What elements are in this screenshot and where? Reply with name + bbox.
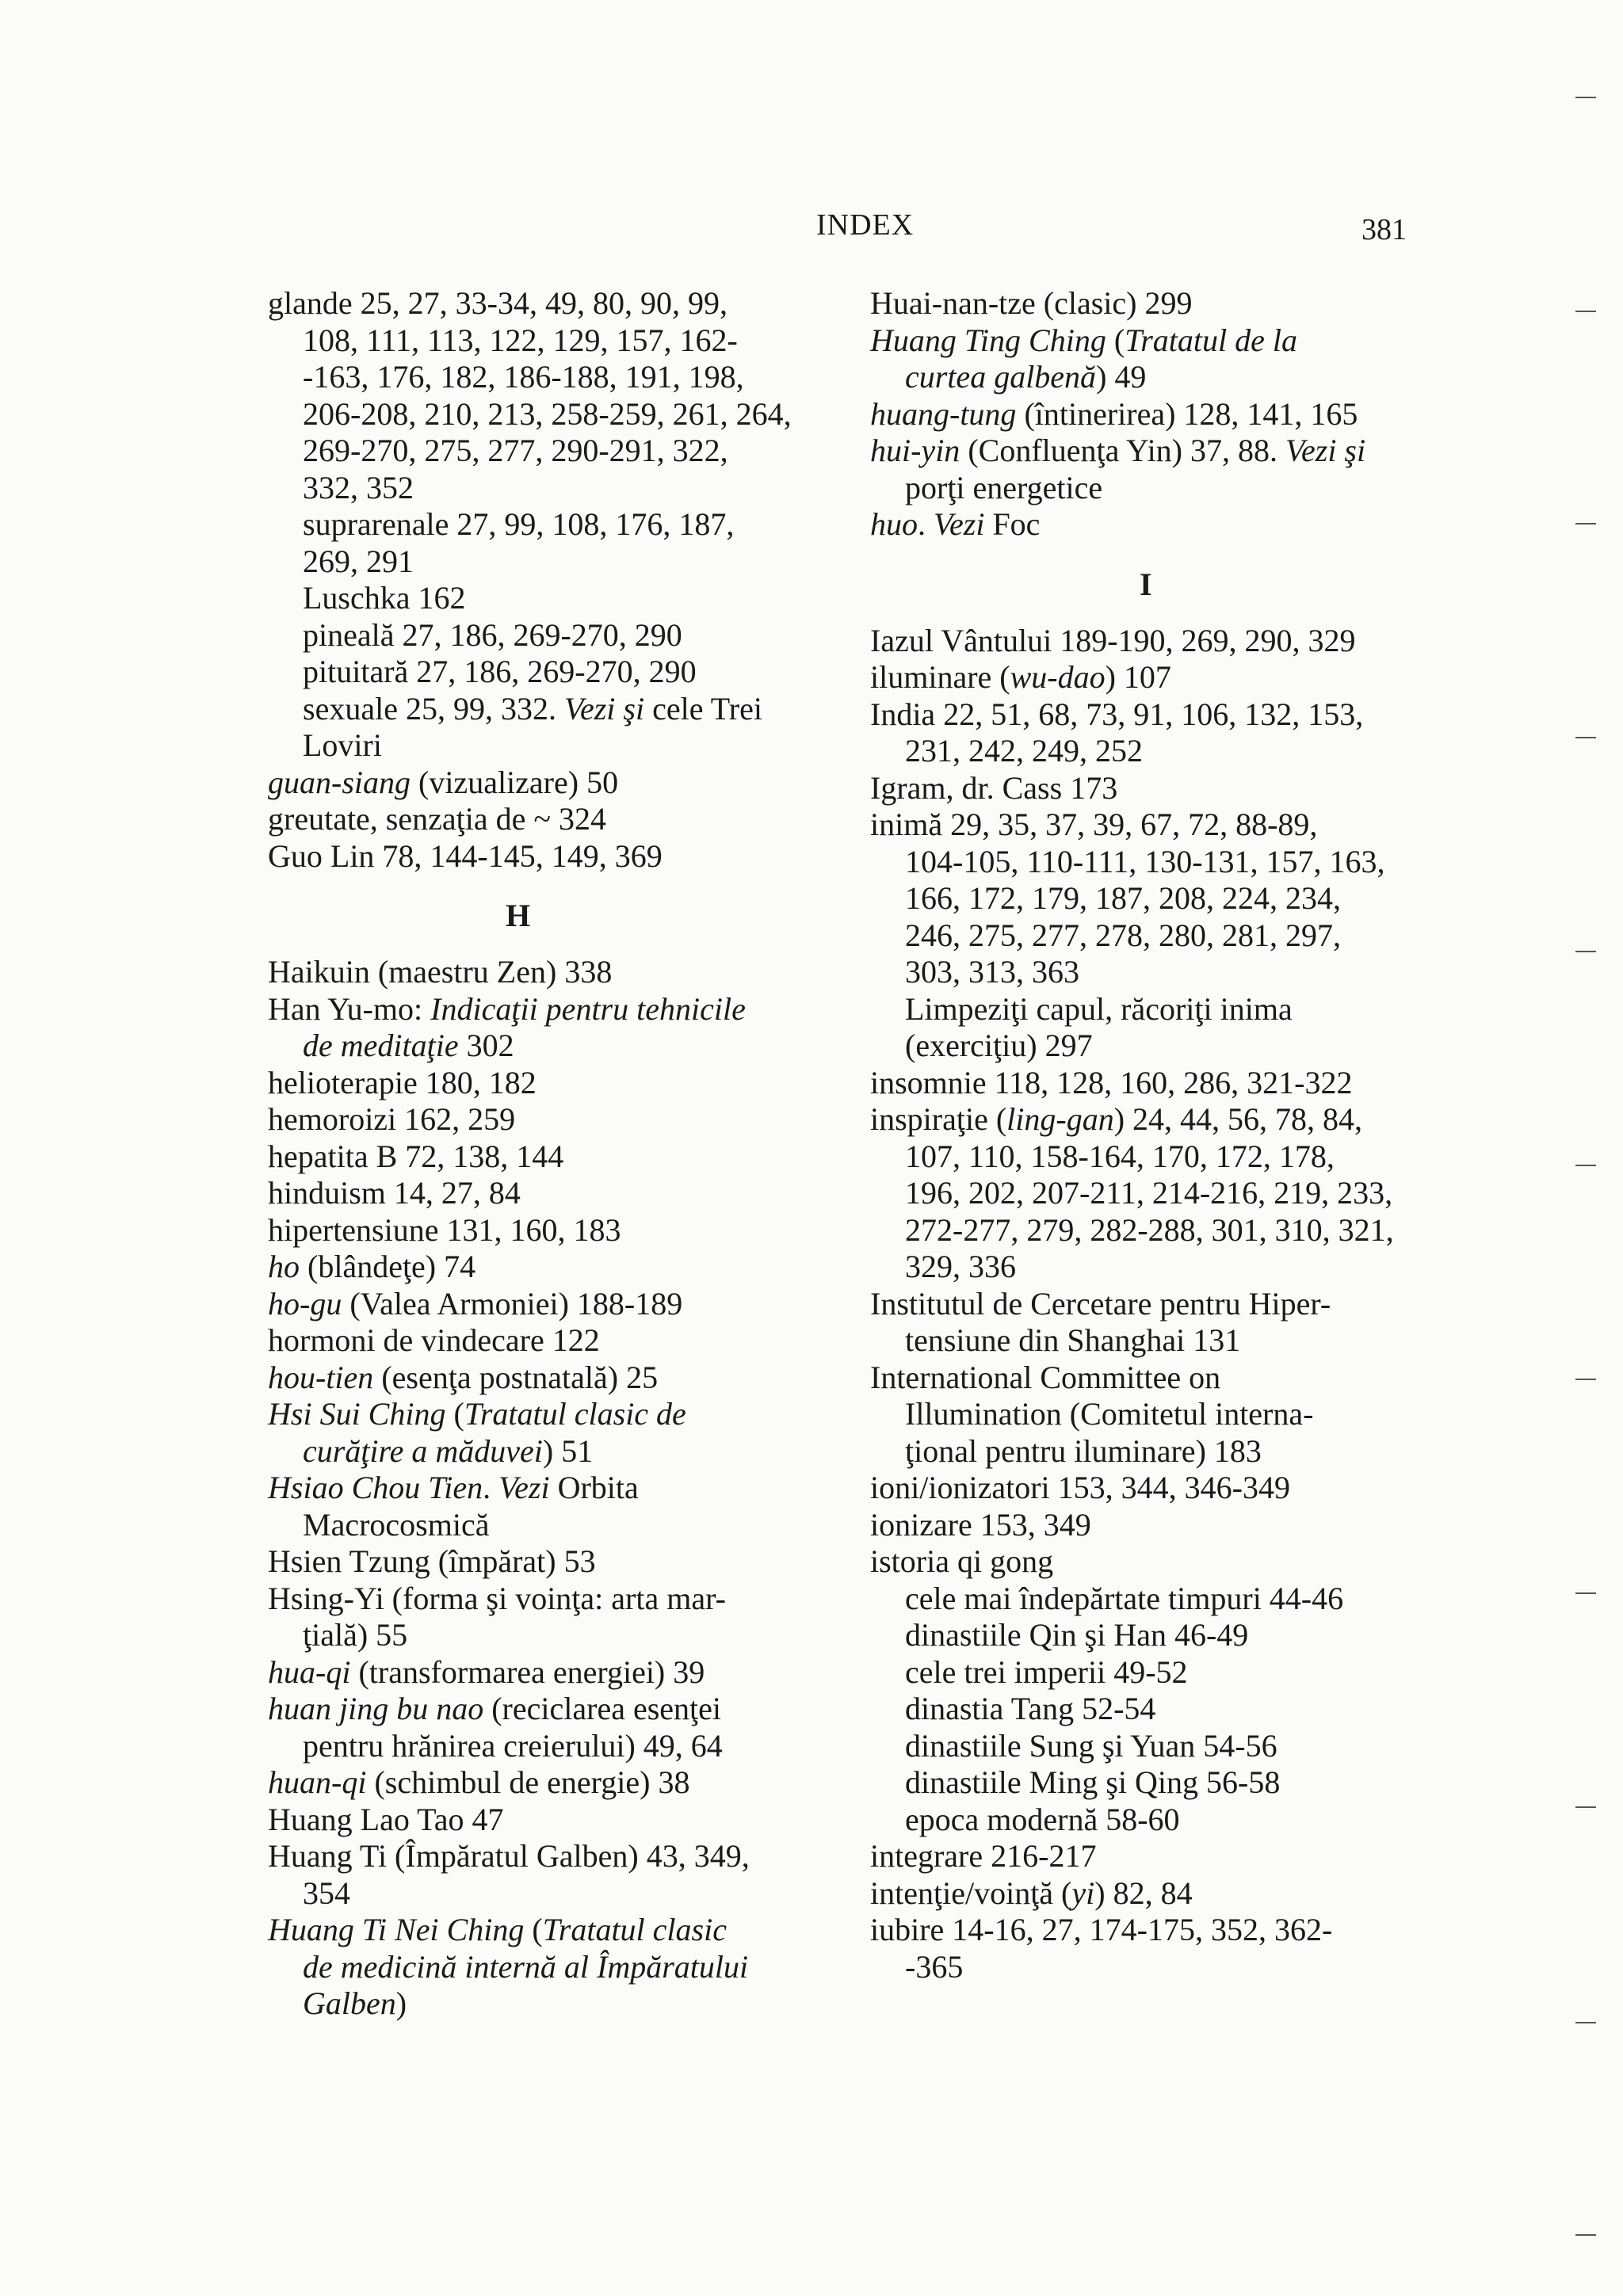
index-entry: India 22, 51, 68, 73, 91, 106, 132, 153,: [870, 696, 1364, 732]
index-subentry: dinastiile Ming şi Qing 56-58: [905, 1764, 1281, 1800]
index-entry: Huang Lao Tao 47: [268, 1801, 504, 1837]
index-subentry: tensiune din Shanghai 131: [905, 1322, 1241, 1358]
index-subentry: 272-277, 279, 282-288, 301, 310, 321,: [905, 1211, 1394, 1248]
index-entry: huan-qi (schimbul de energie) 38: [268, 1764, 690, 1800]
index-subentry: de meditaţie 302: [303, 1028, 514, 1063]
index-subentry: suprarenale 27, 99, 108, 176, 187,: [303, 506, 735, 542]
index-subentry: Illumination (Comitetul interna-: [905, 1396, 1314, 1432]
index-subentry: 269-270, 275, 277, 290-291, 322,: [303, 433, 728, 468]
index-subentry: 354: [303, 1875, 350, 1911]
index-entry: helioterapie 180, 182: [268, 1064, 537, 1100]
index-entry: Huai-nan-tze (clasic) 299: [870, 285, 1193, 321]
index-entry: International Committee on: [870, 1359, 1221, 1395]
index-subentry: Loviri: [303, 727, 382, 763]
index-subentry: cele mai îndepărtate timpuri 44-46: [905, 1580, 1344, 1616]
index-entry: Hsi Sui Ching (Tratatul clasic de: [268, 1396, 686, 1432]
index-entry: hua-qi (transformarea energiei) 39: [268, 1653, 705, 1690]
index-subentry: 166, 172, 179, 187, 208, 224, 234,: [905, 880, 1341, 916]
index-entry: hipertensiune 131, 160, 183: [268, 1211, 621, 1248]
index-subentry: curtea galbenă) 49: [905, 359, 1147, 395]
index-entry: Huang Ti Nei Ching (Tratatul clasic: [268, 1912, 727, 1947]
index-column-left: [268, 285, 838, 2023]
index-column-right: [870, 285, 1457, 1985]
index-subentry: (exerciţiu) 297: [905, 1028, 1093, 1063]
index-entry: huo. Vezi Foc: [870, 506, 1041, 542]
index-subentry: 246, 275, 277, 278, 280, 281, 297,: [905, 917, 1341, 953]
index-subentry: Limpeziţi capul, răcoriţi inima: [905, 990, 1293, 1027]
index-subentry: 104-105, 110-111, 130-131, 157, 163,: [905, 843, 1385, 879]
index-entry: intenţie/voinţă (yi) 82, 84: [870, 1875, 1193, 1911]
index-subentry: Macrocosmică: [303, 1506, 490, 1543]
index-entry: huan jing bu nao (reciclarea esenţei: [268, 1691, 721, 1726]
index-subentry: 196, 202, 207-211, 214-216, 219, 233,: [905, 1175, 1393, 1211]
index-entry: hui-yin (Confluenţa Yin) 37, 88. Vezi şi: [870, 433, 1366, 468]
index-entry: ioni/ionizatori 153, 344, 346-349: [870, 1470, 1290, 1505]
index-subentry: Luschka 162: [303, 580, 466, 616]
index-subentry: de medicină internă al Împăratului: [303, 1948, 749, 1985]
index-entry: huang-tung (întinerirea) 128, 141, 165: [870, 395, 1358, 432]
index-entry: Huang Ti (Împăratul Galben) 43, 349,: [268, 1838, 750, 1874]
index-subentry: 329, 336: [905, 1249, 1016, 1284]
page-header: [0, 208, 1623, 247]
index-entry: hinduism 14, 27, 84: [268, 1175, 521, 1211]
index-entry: glande 25, 27, 33-34, 49, 80, 90, 99,: [268, 285, 727, 321]
index-entry: Haikuin (maestru Zen) 338: [268, 954, 613, 990]
index-entry: inspiraţie (ling-gan) 24, 44, 56, 78, 84,: [870, 1101, 1363, 1137]
index-subentry: 332, 352: [303, 469, 414, 505]
index-entry: guan-siang (vizualizare) 50: [268, 764, 619, 800]
index-entry: Guo Lin 78, 144-145, 149, 369: [268, 837, 663, 874]
index-subentry: -163, 176, 182, 186-188, 191, 198,: [303, 359, 744, 395]
index-entry: ho-gu (Valea Armoniei) 188-189: [268, 1285, 683, 1322]
index-subentry: 108, 111, 113, 122, 129, 157, 162-: [303, 322, 738, 358]
index-subentry: cele trei imperii 49-52: [905, 1653, 1188, 1690]
index-subentry: pituitară 27, 186, 269-270, 290: [303, 654, 697, 689]
index-entry: Huang Ting Ching (Tratatul de la: [870, 322, 1297, 358]
index-entry: Hsiao Chou Tien. Vezi Orbita: [268, 1470, 639, 1505]
index-subentry: pentru hrănirea creierului) 49, 64: [303, 1727, 723, 1764]
index-subentry: dinastiile Sung şi Yuan 54-56: [905, 1727, 1277, 1764]
index-entry: hou-tien (esenţa postnatală) 25: [268, 1359, 659, 1395]
index-entry: greutate, senzaţia de ~ 324: [268, 801, 607, 837]
index-subentry: ţional pentru iluminare) 183: [905, 1432, 1262, 1469]
index-entry: Han Yu-mo: Indicaţii pentru tehnicile: [268, 990, 746, 1027]
index-entry: Hsing-Yi (forma şi voinţa: arta mar-: [268, 1580, 726, 1616]
index-entry: hormoni de vindecare 122: [268, 1322, 600, 1358]
index-subentry: 269, 291: [303, 543, 414, 579]
index-entry: iluminare (wu-dao) 107: [870, 659, 1171, 695]
index-subentry: -365: [905, 1948, 964, 1985]
index-subentry: sexuale 25, 99, 332. Vezi şi cele Trei: [303, 690, 762, 727]
index-subentry: dinastia Tang 52-54: [905, 1691, 1156, 1726]
index-entry: hemoroizi 162, 259: [268, 1101, 516, 1137]
index-entry: Igram, dr. Cass 173: [870, 769, 1118, 806]
index-entry: inimă 29, 35, 37, 39, 67, 72, 88-89,: [870, 807, 1318, 842]
index-entry: istoria qi gong: [870, 1543, 1054, 1579]
index-subentry: Galben): [303, 1985, 407, 2021]
index-subentry: ţială) 55: [303, 1617, 408, 1653]
section-letter: H: [506, 898, 531, 933]
scan-margin-marks: [1575, 0, 1623, 2296]
index-entry: ionizare 153, 349: [870, 1506, 1091, 1543]
index-subentry: dinastiile Qin şi Han 46-49: [905, 1617, 1249, 1653]
index-subentry: 303, 313, 363: [905, 954, 1079, 990]
index-subentry: 107, 110, 158-164, 170, 172, 178,: [905, 1138, 1335, 1174]
page-number: 381: [1361, 213, 1407, 246]
index-entry: Institutul de Cercetare pentru Hiper-: [870, 1285, 1331, 1322]
index-entry: ho (blândeţe) 74: [268, 1249, 476, 1284]
index-subentry: curăţire a măduvei) 51: [303, 1432, 594, 1469]
index-subentry: epoca modernă 58-60: [905, 1801, 1180, 1837]
section-letter: I: [1140, 566, 1152, 602]
index-subentry: pineală 27, 186, 269-270, 290: [303, 616, 682, 653]
running-title: INDEX: [816, 208, 915, 242]
index-entry: Hsien Tzung (împărat) 53: [268, 1543, 596, 1579]
index-entry: Iazul Vântului 189-190, 269, 290, 329: [870, 622, 1356, 658]
index-subentry: porţi energetice: [905, 469, 1103, 505]
index-entry: integrare 216-217: [870, 1838, 1097, 1874]
index-entry: hepatita B 72, 138, 144: [268, 1138, 564, 1174]
index-subentry: 231, 242, 249, 252: [905, 733, 1143, 769]
index-subentry: 206-208, 210, 213, 258-259, 261, 264,: [303, 395, 792, 432]
index-entry: insomnie 118, 128, 160, 286, 321-322: [870, 1064, 1353, 1100]
index-entry: iubire 14-16, 27, 174-175, 352, 362-: [870, 1912, 1333, 1947]
